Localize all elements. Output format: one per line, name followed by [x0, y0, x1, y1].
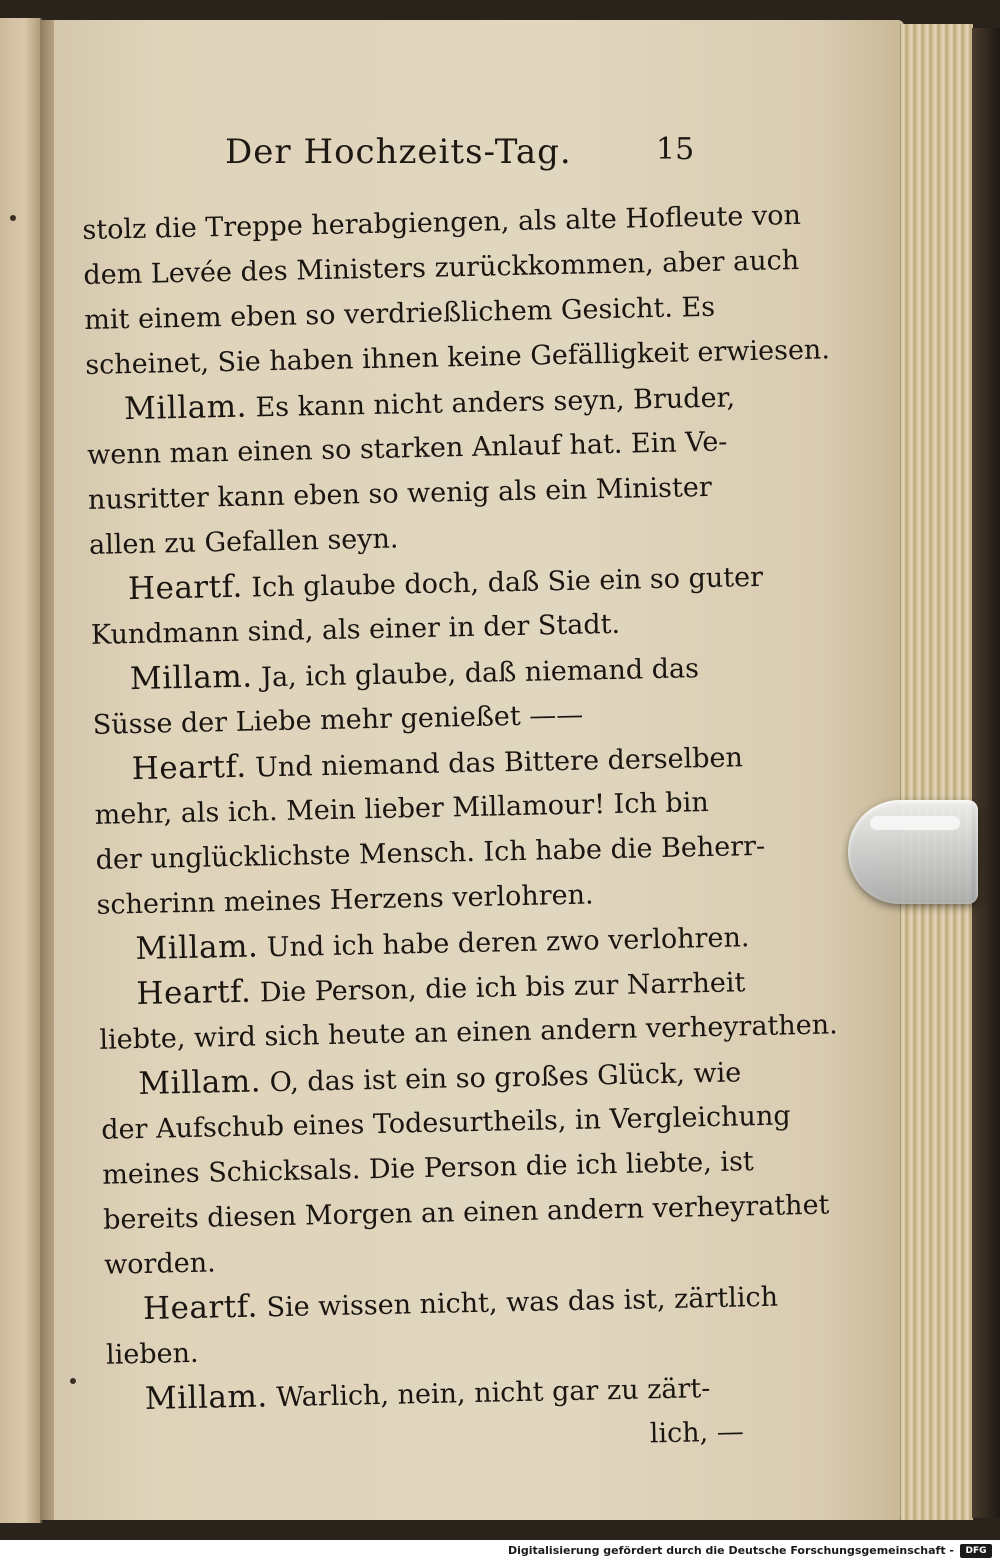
- line-text: wenn man einen so starken Anlauf hat. Ein Ve-: [86, 426, 728, 471]
- line-text: der Aufschub eines Todesurtheils, in Vergleichung: [100, 1100, 791, 1146]
- line-text: Sie wissen nicht, was das ist, zärtlich: [266, 1281, 779, 1324]
- line-text: lich, —: [649, 1416, 745, 1450]
- line-text: Und niemand das Bittere derselben: [254, 742, 744, 784]
- funding-credit: Digitalisierung gefördert durch die Deutsche Forschungsgemeinschaft -: [507, 1544, 954, 1557]
- line-text: worden.: [103, 1247, 216, 1281]
- speaker-name: Heartf.: [136, 973, 252, 1013]
- line-text: lieben.: [105, 1337, 199, 1371]
- line-text: scherinn meines Herzens verlohren.: [96, 879, 594, 921]
- line-text: Die Person, die ich bis zur Narrheit: [259, 967, 746, 1009]
- line-text: Warlich, nein, nicht gar zu zärt-: [275, 1373, 711, 1414]
- speaker-name: Heartf.: [127, 568, 244, 608]
- running-head: [0, 132, 1000, 182]
- line-text: scheinet, Sie haben ihnen keine Gefälligkeit erwiesen.: [84, 334, 831, 381]
- line-text: Süsse der Liebe mehr genießet ——: [92, 699, 584, 741]
- left-page-edge: [0, 18, 42, 1523]
- line-text: mit einem eben so verdrießlichem Gesicht. Es: [84, 291, 716, 336]
- speaker-name: Heartf.: [131, 748, 247, 788]
- line-text: bereits diesen Morgen an einen andern verheyrathet: [102, 1189, 830, 1236]
- book-spine: [972, 28, 1000, 1518]
- speaker-name: Heartf.: [142, 1288, 259, 1327]
- line-text: Es kann nicht anders seyn, Bruder,: [255, 382, 736, 424]
- line-text: Ich glaube doch, daß Sie ein so guter: [251, 561, 764, 604]
- line-text: nusritter kann eben so wenig als ein Minister: [87, 471, 713, 516]
- line-text: mehr, als ich. Mein lieber Millamour! Ich bin: [94, 787, 710, 831]
- speaker-name: Millam.: [144, 1378, 269, 1417]
- line-text: stolz die Treppe herabgiengen, als alte Hofleute von: [82, 199, 802, 246]
- speaker-name: Millam.: [129, 658, 253, 698]
- line-text: der unglücklichste Mensch. Ich habe die Beherr-: [95, 830, 766, 876]
- dfg-logo: DFG: [960, 1544, 992, 1558]
- line-text: meines Schicksals. Die Person die ich liebte, ist: [101, 1146, 755, 1191]
- line-text: allen zu Gefallen seyn.: [88, 523, 399, 561]
- speaker-name: Millam.: [137, 1063, 262, 1103]
- running-head-title: Der Hochzeits-Tag.: [225, 132, 572, 172]
- line-text: O, das ist ein so großes Glück, wie: [269, 1057, 742, 1099]
- page-number: 15: [656, 132, 695, 167]
- footer-bar: [0, 1540, 1000, 1563]
- line-text: Kundmann sind, als einer in der Stadt.: [90, 608, 621, 651]
- margin-mark: [10, 215, 16, 221]
- speaker-name: Millam.: [135, 928, 259, 968]
- margin-mark: [70, 1378, 76, 1384]
- line-text: liebte, wird sich heute an einen andern verheyrathen.: [99, 1009, 839, 1056]
- line-text: Ja, ich glaube, daß niemand das: [260, 653, 700, 694]
- page-clamp: [848, 800, 978, 904]
- page-body-text: [82, 195, 839, 1468]
- line-text: Und ich habe deren zwo verlohren.: [266, 922, 750, 964]
- page-edges: [900, 24, 973, 1520]
- line-text: dem Levée des Ministers zurückkommen, aber auch: [83, 244, 800, 291]
- speaker-name: Millam.: [123, 388, 248, 428]
